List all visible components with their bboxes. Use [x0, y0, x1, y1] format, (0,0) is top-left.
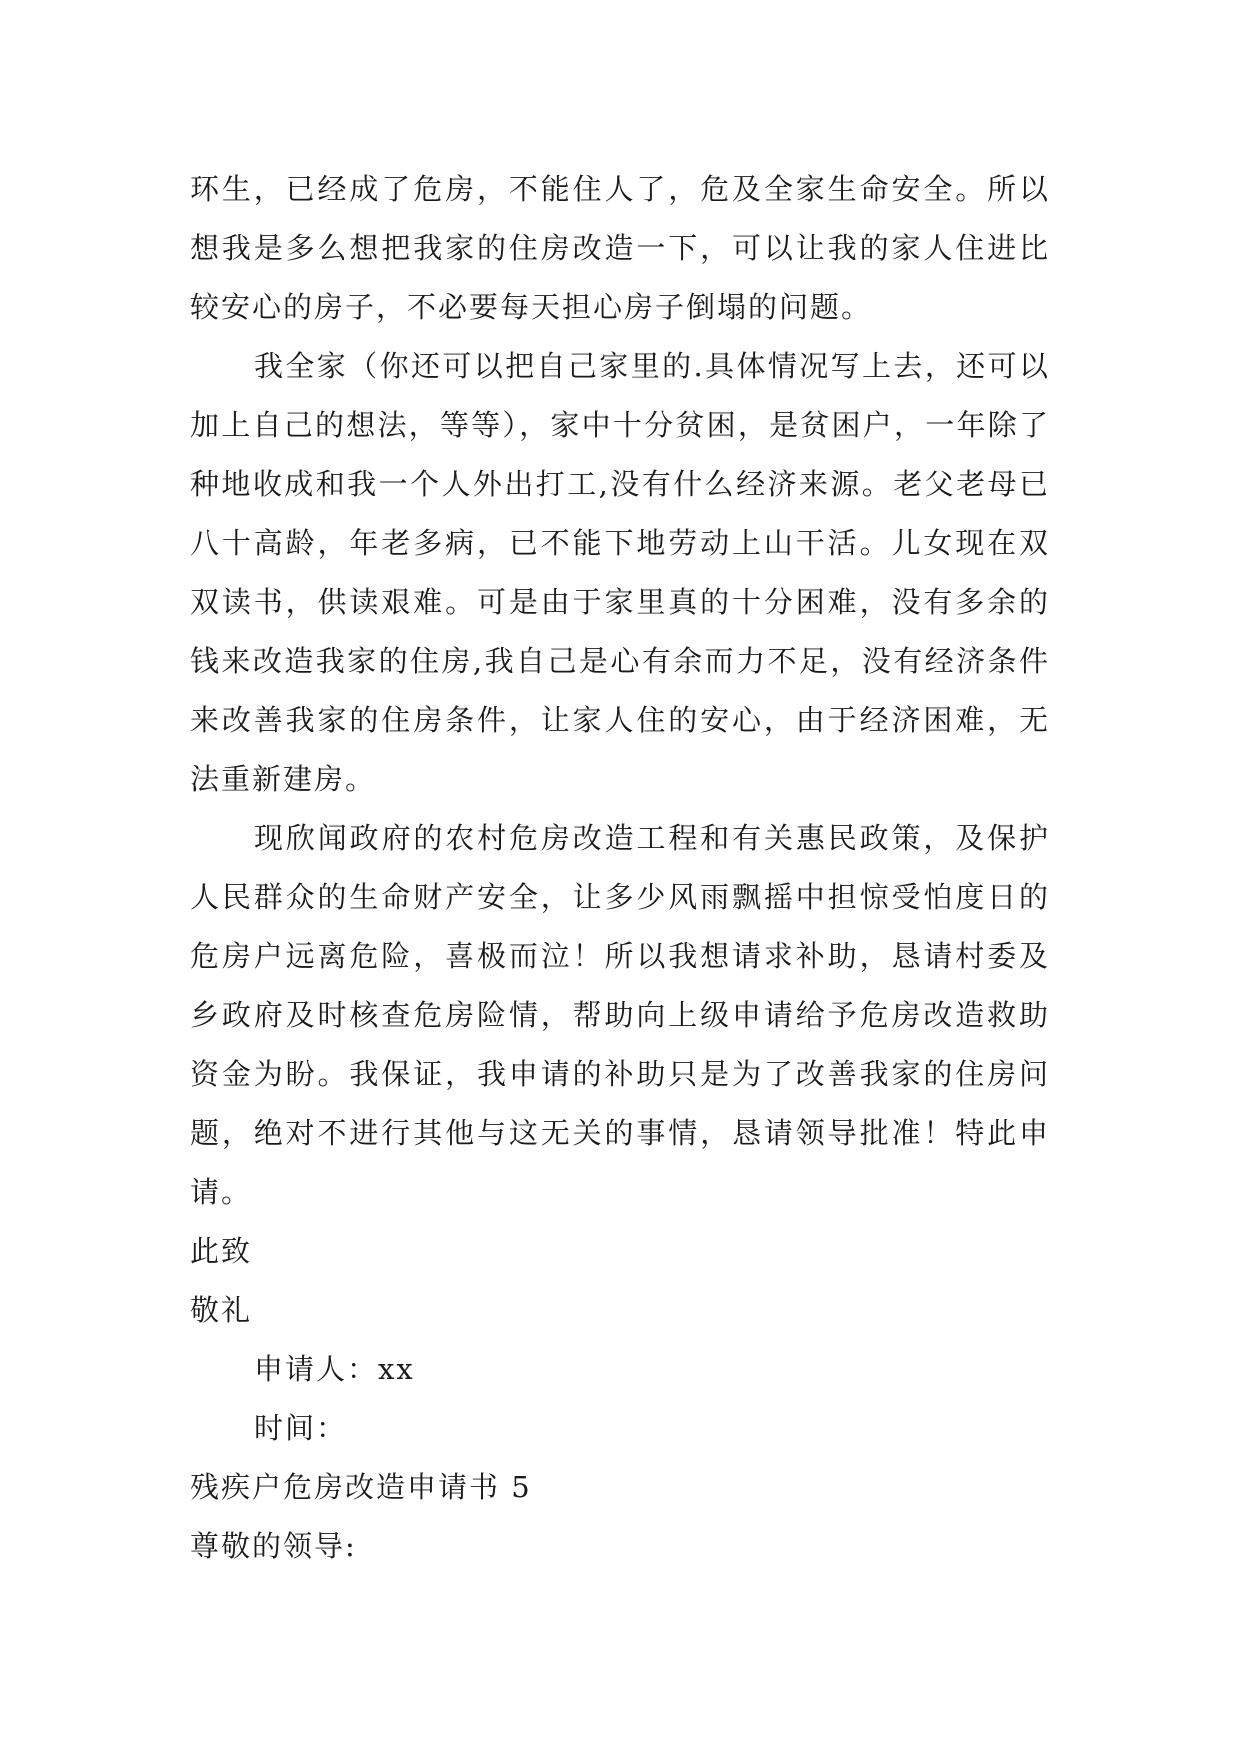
- closing-regards: 此致: [190, 1234, 253, 1268]
- salutation: 尊敬的领导:: [190, 1529, 357, 1563]
- next-letter-title: 残疾户危房改造申请书 5: [190, 1470, 532, 1504]
- applicant-line: 申请人：xx: [254, 1352, 415, 1386]
- paragraph-family-situation: 我全家（你还可以把自己家里的.具体情况写上去，还可以加上自己的想法，等等），家中十分贫困，是贫困户，一年除了种地收成和我一个人外出打工,没有什么经济来源。老父老母已八十高龄，年老多病，已不能下地劳动上山干活。儿女现在双双读书，供读艰难。可是由于家里真的十分困难，没有多余的钱来改造我家的住房,我自己是心有余而力不足，没有经济条件来改善我家的住房条件，让家人住的安心，由于经济困难，无法重新建房。: [190, 349, 1050, 796]
- paragraph-continuation: 环生，已经成了危房，不能住人了，危及全家生命安全。所以想我是多么想把我家的住房改造一下，可以让我的家人住进比较安心的房子，不必要每天担心房子倒塌的问题。: [190, 172, 1050, 324]
- document-body: [190, 160, 1050, 1576]
- paragraph-request: 现欣闻政府的农村危房改造工程和有关惠民政策，及保护人民群众的生命财产安全，让多少风雨飘摇中担惊受怕度日的危房户远离危险，喜极而泣！所以我想请求补助，恳请村委及乡政府及时核查危房险情，帮助向上级申请给予危房改造救助资金为盼。我保证，我申请的补助只是为了改善我家的住房问题，绝对不进行其他与这无关的事情，恳请领导批准！特此申请。: [190, 821, 1050, 1209]
- closing-salute: 敬礼: [190, 1293, 253, 1327]
- date-line: 时间：: [254, 1411, 348, 1445]
